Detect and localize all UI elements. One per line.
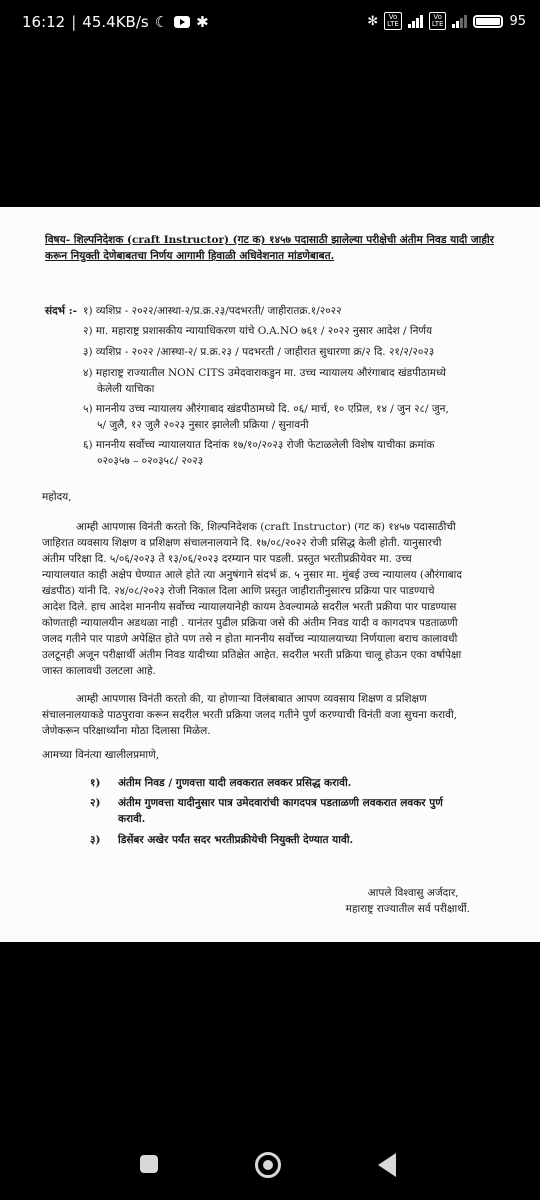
list-text: डिसेंबर अखेर पर्यंत सदर भरतीप्रक्रीयेची नियुक्ती देण्यात यावी. <box>118 834 354 846</box>
list-number: ३) <box>90 834 101 846</box>
paragraph-line: जास्त कालावधी उलटला आहे. <box>42 665 156 677</box>
status-left <box>22 13 209 31</box>
recent-apps-button[interactable] <box>140 1155 158 1173</box>
paragraph-2 <box>42 691 500 739</box>
document-image[interactable] <box>0 207 540 942</box>
paragraph-line: अंतीम परिक्षा दि. ५/०६/२०२३ ते १३/०६/२०२३ दरम्यान पार पडली. प्रस्तुत भरतीप्रक्रीयेवर मा. उच्च <box>42 553 412 565</box>
home-button[interactable] <box>255 1152 281 1178</box>
reference-item <box>83 365 493 397</box>
subject-text: शिल्पनिदेशक (craft Instructor) (गट क) १४५७ पदासाठी झालेल्या परीक्षेची अंतीम निवड यादी जाहीर करून नियुक्ती देणेबाबतचा निर्णय आगामी हिवाळी अधिवेशनात मांडणेबाबत. <box>45 234 494 262</box>
volte-icon-2: Vo LTE <box>429 12 447 30</box>
moon-icon: ☾ <box>154 13 169 31</box>
paragraph-1 <box>42 519 500 679</box>
status-separator: | <box>71 13 77 31</box>
list-number: १) <box>90 777 101 789</box>
paragraph-line: आम्ही आपणास विनंती करतो कि, शिल्पनिदेशक (craft Instructor) (गट क) १४५७ पदासाठीची <box>76 521 456 533</box>
reference-line: ४) महाराष्ट्र राज्यातील NON CITS उमेदवाराकडुन मा. उच्च न्यायालय औरंगाबाद खंडपीठामध्ये <box>83 367 446 379</box>
reference-item <box>83 323 493 339</box>
signal-icon-2 <box>452 14 467 28</box>
reference-item <box>83 303 493 319</box>
signature-block <box>346 885 470 917</box>
back-button[interactable] <box>378 1153 396 1177</box>
references-label: संदर्भ :- <box>45 305 77 317</box>
volte-icon: Vo LTE <box>384 12 402 30</box>
bluetooth-icon: ✻ <box>367 13 379 29</box>
reference-item <box>83 437 493 469</box>
reference-line: ५) माननीय उच्च न्यायालय औरंगाबाद खंडपीठामध्ये दि. ०६/ मार्च, १० एप्रिल, १४ / जुन २८/ जुन, <box>83 403 449 415</box>
paragraph-line: जाहिरात व्यवसाय शिक्षण व प्रशिक्षण संचालनालयाने दि. १७/०८/२०२२ रोजी प्रसिद्ध केली होती. यानुसारची <box>42 537 442 549</box>
reference-line: ३) व्यशिप्र - २०२२ /आस्था-२/ प्र.क्र.२३ / पदभरती / जाहीरात सुधारणा क्र/२ दि. २१/२/२०२३ <box>83 346 435 358</box>
list-item <box>90 832 510 848</box>
paragraph-line: उलटूनही अजून परीक्षार्थी अंतीम निवड यादीच्या प्रतिक्षेत आहेत. सदरील भरती प्रक्रिया चालू होऊन एका वर्षापेक्षा <box>42 649 462 661</box>
paragraph-line: कोणताही न्यायालयीन अडथळा नाही . यानंतर पुढील प्रक्रिया जसे की अंतीम निवड यादी व कागदपत्र पडताळणी <box>42 617 458 629</box>
signature-line: आपले विश्वासु अर्जदार, <box>367 887 459 899</box>
clock: 16:12 <box>22 13 66 31</box>
requests-list <box>90 775 490 885</box>
list-text-line: करावी. <box>118 813 146 825</box>
battery-level: 95 <box>509 13 526 29</box>
signature-line: महाराष्ट्र राज्यातील सर्व परीक्षार्थी. <box>345 903 470 915</box>
status-bar <box>0 0 540 46</box>
pinwheel-icon: ✱ <box>196 13 209 31</box>
paragraph-line: न्यायालयात काही अक्षेप घेण्यात आले होते त्या अनुषंगाने संदर्भ क्र. ५ नुसार मा. मुंबई उच्च न्यायालय (औरंगाबाद <box>42 569 462 581</box>
paragraph-3: आमच्या विनंत्या खालीलप्रमाणे, <box>42 749 160 761</box>
paragraph-line: खंडपीठ) यांनी दि. २४/०८/२०२३ रोजी निकाल दिला आणि प्रस्तुत जाहीरातीनुसारच प्रक्रिया पार पाडण्याचे <box>42 585 435 597</box>
reference-item <box>83 344 493 360</box>
paragraph-line: आदेश दिले. हाच आदेश माननीय सर्वोच्च न्यायालयानेही कायम ठेवल्यामळे सदरील भरती प्रक्रीया पार पाडण्यास <box>42 601 457 613</box>
signal-icon <box>408 14 423 28</box>
reference-line: केलेली याचिका <box>97 383 155 395</box>
list-text-line: अंतीम गुणवत्ता यादीनुसार पात्र उमेदवारांची कागदपत्र पडताळणी लवकरात लवकर पुर्ण <box>118 797 443 809</box>
reference-line: २) मा. महाराष्ट्र प्रशासकीय न्यायाधिकरण यांचे O.A.NO ७६१ / २०२२ नुसार आदेश / निर्णय <box>83 325 433 337</box>
reference-line: ५/ जुलै, १२ जुलै २०२३ नुसार झालेली प्रक्रिया / सुनावनी <box>97 419 309 431</box>
reference-item <box>83 401 493 433</box>
reference-line: ६) माननीय सर्वोच्च न्यायालयात दिनांक १७/१०/२०२३ रोजी फेटाळलेली विशेष याचीका क्रमांक <box>83 439 435 451</box>
list-item <box>90 795 510 827</box>
list-number: २) <box>90 797 101 809</box>
paragraph-line: संचालनालयाकडे पाठपुरावा करून सदरील भरती प्रक्रिया जलद गतीने पुर्ण करण्याची विनंती वजा सुचना करावी, <box>42 709 458 721</box>
paragraph-line: जलद गतीने पार पाडणे अपेक्षित होते पण तसे न होता माननीय सर्वोच्च न्यायालयाच्या निर्णयाला बराच कालावधी <box>42 633 458 645</box>
subject <box>45 232 495 264</box>
salutation: महोदय, <box>42 491 72 503</box>
subject-label: विषय- <box>45 234 71 246</box>
list-text <box>118 795 443 827</box>
status-right <box>367 12 526 30</box>
paragraph-line: आम्ही आपणास विनंती करतो की, या होणाऱ्या विलंबाबात आपण व्यवसाय शिक्षण व प्रशिक्षण <box>76 693 427 705</box>
youtube-icon <box>174 16 190 28</box>
list-text: अंतीम निवड / गुणवत्ता यादी लवकरात लवकर प्रसिद्ध करावी. <box>118 777 352 789</box>
list-item <box>90 775 510 791</box>
reference-line: ०२०३५७ – ०२०३५८/ २०२३ <box>97 455 204 467</box>
reference-line: १) व्यशिप्र - २०२२/आस्था-२/प्र.क्र.२३/पदभरती/ जाहीरातक्र.१/२०२२ <box>83 305 342 317</box>
network-speed: 45.4KB/s <box>82 13 149 31</box>
battery-icon <box>473 15 503 28</box>
paragraph-line: जेणेकरून परिक्षार्थ्यांना मोठा दिलासा मिळेल. <box>42 725 211 737</box>
